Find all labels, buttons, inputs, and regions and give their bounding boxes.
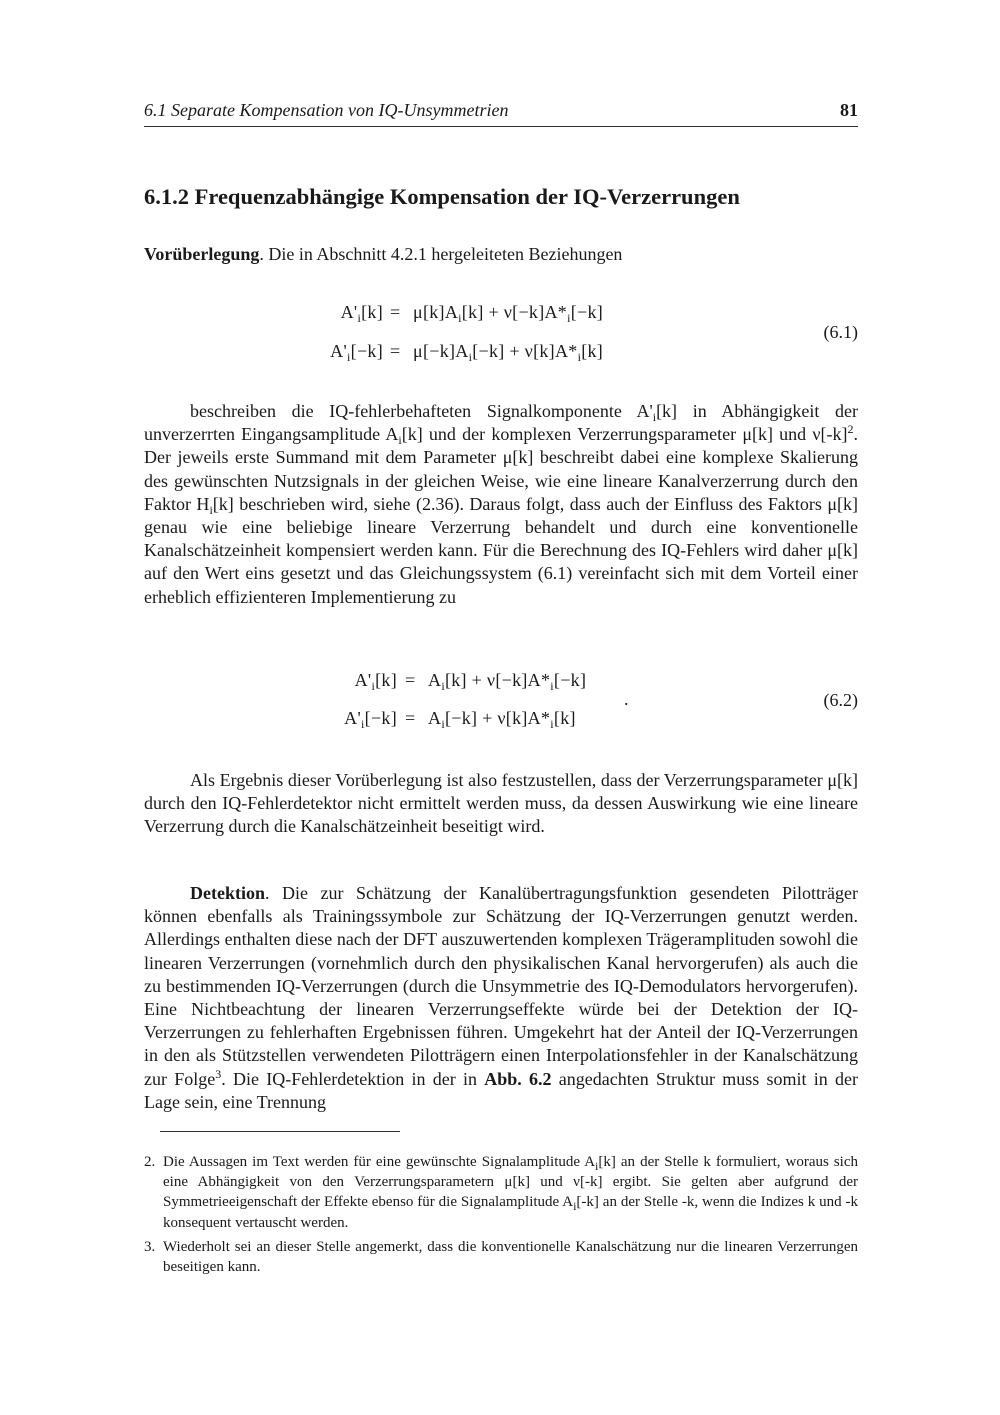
eq-lhs: $A'_i[-k]$ <box>330 341 383 364</box>
detection-lead: Detektion <box>190 883 265 903</box>
eq-rhs: $\mu[k]A_i[k] + \nu[-k]A*_i[-k]$ <box>413 302 604 325</box>
footnote-3 <box>144 1237 858 1277</box>
eq-equals: = <box>405 670 416 690</box>
page-number: 81 <box>840 100 858 120</box>
footnote-number: 3. <box>144 1239 156 1255</box>
eq-lhs: $A'_i[-k]$ <box>344 708 397 731</box>
footnote-text: Wiederholt sei an dieser Stelle angemerkt, dass die konventionelle Kanalschätzung nur die linearen Verzerrungen beseitigen kann. <box>163 1239 858 1276</box>
equation-period: . <box>624 689 629 709</box>
footnote-text: Die Aussagen im Text werden für eine gewünschte Signalamplitude $A_i[k]$ an der Stelle k formuliert, woraus sich eine Abhängigkeit von den Verzerrungsparametern μ[k] und ν[-k] ergibt. Sie gelten aber aufgrund der Symmetrieeigenschaft der Effekte ebenso für die Signalamplitude $A_i[-k]$ an der Stelle -k, wenn die Indizes k und -k konsequent vertauscht werden. <box>163 1154 859 1231</box>
intro-paragraph <box>144 243 858 266</box>
equation-6-2-row-2 <box>0 708 1000 732</box>
running-header <box>144 100 858 127</box>
intro-lead: Vorüberlegung <box>144 244 260 264</box>
figure-reference: Abb. 6.2 <box>484 1068 552 1089</box>
eq-equals: = <box>390 341 401 361</box>
eq-rhs: $A_i[-k] + \nu[k]A*_i[k]$ <box>428 708 576 731</box>
eq-lhs: $A'_i[k]$ <box>340 302 383 325</box>
footnote-rule <box>160 1131 400 1132</box>
running-title: 6.1 Separate Kompensation von IQ-Unsymmetrien <box>144 100 509 120</box>
eq-rhs: $A_i[k] + \nu[-k]A*_i[-k]$ <box>428 670 587 693</box>
footnote-number: 2. <box>144 1154 156 1170</box>
eq-equals: = <box>405 708 416 728</box>
body-paragraph-1: beschreiben die IQ-fehlerbehafteten Signalkomponente $A'_i[k]$ in Abhängigkeit der unverzerrten Eingangsamplitude $A_i[k]$ und der komplexen Verzerrungsparameter μ[k] und $\nu[-k]^2$. Der jeweils erste Summand mit dem Parameter μ[k] beschreibt dabei eine komplexe Skalierung des gewünschten Nutzsignals in der gleichen Weise, wie eine lineare Kanalverzerrung durch den Faktor $H_i[k]$ beschrieben wird, siehe (2.36). Daraus folgt, dass auch der Einfluss des Faktors μ[k] genau wie eine beliebige lineare Verzerrung behandelt und durch eine konventionelle Kanalschätzeinheit kompensiert werden kann. Für die Berechnung des IQ-Fehlers wird daher μ[k] auf den Wert eins gesetzt und das Gleichungssystem (6.1) vereinfacht sich mit dem Vorteil einer erheblich effizienteren Implementierung zu <box>144 401 859 607</box>
section-title: 6.1.2 Frequenzabhängige Kompensation der IQ-Verzerrungen <box>144 184 740 209</box>
equation-number: (6.2) <box>823 690 858 710</box>
eq-lhs: $A'_i[k]$ <box>354 670 397 693</box>
eq-rhs: $\mu[-k]A_i[-k] + \nu[k]A*_i[k]$ <box>413 341 604 364</box>
footnote-2 <box>144 1152 858 1233</box>
body-paragraph-3: Detektion. Die zur Schätzung der Kanalübertragungsfunktion gesendeten Pilotträger können ebenfalls als Trainingssymbole zur Schätzung der IQ-Verzerrungen genutzt werden. Allerdings enthalten diese nach der DFT auszuwertenden komplexen Trägeramplituden sowohl die linearen Verzerrungen (vornehmlich durch den physikalischen Kanal hervorgerufen) als auch die zu bestimmenden IQ-Verzerrungen (durch die Unsymmetrie des IQ-Demodulators hervorgerufen). Eine Nichtbeachtung der linearen Verzerrungseffekte würde bei der Detektion der IQ-Verzerrungen zu fehlerhaften Ergebnissen führen. Umgekehrt hat der Anteil der IQ-Verzerrungen in den als Stützstellen verwendeten Pilotträgern einen Interpolationsfehler in der Kanalschätzung zur Folge$^3$. Die IQ-Fehlerdetektion in der in Abb. 6.2 angedachten Struktur muss somit in der Lage sein, eine Trennung <box>144 883 858 1112</box>
equation-6-1-row-2 <box>0 341 1000 365</box>
eq-equals: = <box>390 302 401 322</box>
intro-text: . Die in Abschnitt 4.2.1 hergeleiteten Beziehungen <box>259 244 623 264</box>
body-paragraph-2: Als Ergebnis dieser Vorüberlegung ist also festzustellen, dass der Verzerrungsparameter μ[k] durch den IQ-Fehlerdetektor nicht ermittelt werden muss, da dessen Auswirkung wie eine lineare Verzerrung durch die Kanalschätzeinheit beseitigt wird. <box>144 770 858 837</box>
equation-number: (6.1) <box>823 322 858 342</box>
